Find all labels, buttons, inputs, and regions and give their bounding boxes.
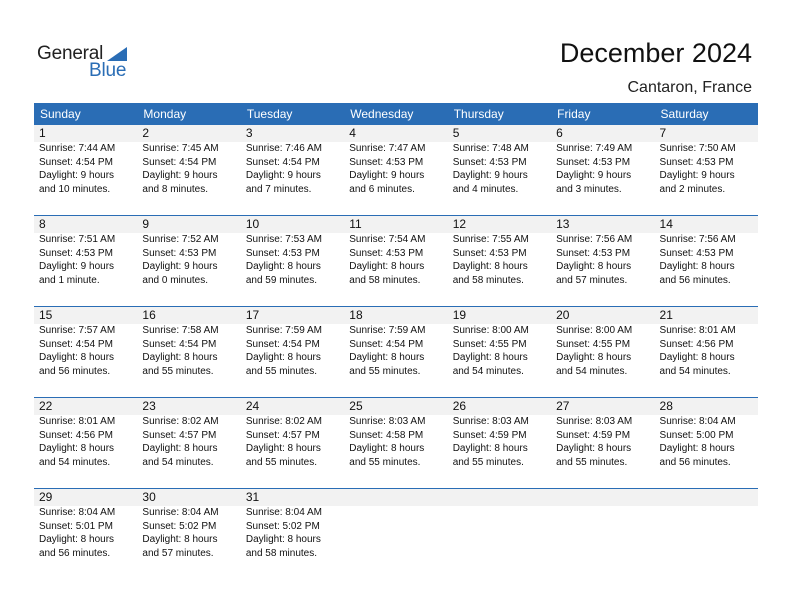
day-number: 10 [245, 217, 260, 231]
sunset-text: Sunset: 4:53 PM [659, 156, 734, 168]
weekday-sunday: Sunday [40, 107, 81, 121]
day-number: 16 [142, 308, 156, 322]
day-number: 11 [349, 217, 362, 231]
sunrise-text: Sunrise: 7:56 AM [659, 234, 736, 245]
empty-day-cell [344, 489, 447, 560]
sunrise-text: Sunrise: 8:03 AM [556, 416, 633, 427]
daylight-minutes-text: and 54 minutes. [142, 456, 214, 468]
daylight-hours-text: Daylight: 8 hours [39, 352, 115, 363]
sunrise-text: Sunrise: 8:04 AM [142, 507, 219, 518]
daylight-hours-text: Daylight: 8 hours [556, 261, 632, 272]
day-cell [655, 398, 758, 469]
sunrise-text: Sunrise: 7:49 AM [556, 143, 633, 154]
day-cell [551, 307, 654, 378]
day-number: 7 [659, 126, 667, 140]
daylight-hours-text: Daylight: 9 hours [556, 170, 632, 181]
sunset-text: Sunset: 4:54 PM [142, 338, 217, 350]
sunset-text: Sunset: 4:56 PM [39, 429, 113, 441]
daylight-hours-text: Daylight: 8 hours [142, 352, 218, 363]
sunrise-text: Sunrise: 7:56 AM [556, 234, 633, 245]
sunset-text: Sunset: 4:59 PM [452, 429, 527, 441]
sunrise-text: Sunrise: 8:04 AM [659, 416, 736, 427]
day-number: 20 [556, 308, 570, 322]
sunset-text: Sunset: 4:53 PM [556, 247, 631, 259]
day-cell [655, 307, 758, 378]
day-cell [344, 398, 447, 469]
sunset-text: Sunset: 5:02 PM [245, 520, 320, 532]
day-cell [34, 216, 137, 287]
day-cell [551, 398, 654, 469]
daylight-minutes-text: and 55 minutes. [556, 456, 628, 468]
logo [37, 43, 137, 83]
sunset-text: Sunset: 4:57 PM [245, 429, 320, 441]
sunrise-text: Sunrise: 8:00 AM [452, 325, 529, 336]
weekday-monday: Monday [143, 107, 187, 121]
sunset-text: Sunset: 4:54 PM [245, 338, 320, 350]
daylight-hours-text: Daylight: 8 hours [245, 443, 321, 454]
sunset-text: Sunset: 4:59 PM [556, 429, 631, 441]
sunset-text: Sunset: 4:53 PM [452, 247, 527, 259]
daylight-minutes-text: and 57 minutes. [556, 274, 628, 286]
sunset-text: Sunset: 4:55 PM [452, 338, 527, 350]
daylight-minutes-text: and 7 minutes. [245, 183, 312, 195]
daylight-minutes-text: and 58 minutes. [349, 274, 421, 286]
day-number: 8 [39, 217, 46, 231]
day-cell [448, 307, 551, 378]
day-cell [241, 307, 344, 378]
daylight-minutes-text: and 10 minutes. [39, 183, 111, 195]
day-cell [137, 216, 240, 287]
daylight-hours-text: Daylight: 9 hours [659, 170, 735, 181]
daylight-hours-text: Daylight: 8 hours [659, 261, 735, 272]
daylight-hours-text: Daylight: 8 hours [245, 534, 321, 545]
day-number: 30 [142, 490, 156, 504]
daylight-hours-text: Daylight: 8 hours [452, 261, 528, 272]
day-cell [655, 216, 758, 287]
daylight-hours-text: Daylight: 8 hours [349, 352, 425, 363]
week-row [34, 488, 758, 579]
sunrise-text: Sunrise: 8:01 AM [659, 325, 736, 336]
day-number: 15 [39, 308, 53, 322]
daylight-hours-text: Daylight: 8 hours [556, 352, 632, 363]
day-number: 31 [245, 490, 260, 504]
daylight-minutes-text: and 6 minutes. [349, 183, 415, 195]
daylight-minutes-text: and 0 minutes. [142, 274, 209, 286]
logo-general-text: General [37, 43, 104, 64]
daylight-minutes-text: and 55 minutes. [349, 365, 421, 377]
logo-triangle-icon [107, 47, 127, 61]
sunrise-text: Sunrise: 7:57 AM [39, 325, 116, 336]
weekday-friday: Friday [557, 107, 591, 121]
day-cell [344, 307, 447, 378]
daylight-minutes-text: and 2 minutes. [659, 183, 726, 195]
daylight-minutes-text: and 54 minutes. [659, 365, 731, 377]
day-number: 5 [452, 126, 460, 140]
sunrise-text: Sunrise: 7:59 AM [245, 325, 322, 336]
day-cell [34, 125, 137, 196]
day-number: 13 [556, 217, 570, 231]
day-number: 18 [349, 308, 363, 322]
sunset-text: Sunset: 4:53 PM [659, 247, 734, 259]
sunrise-text: Sunrise: 7:51 AM [39, 234, 116, 245]
daylight-minutes-text: and 57 minutes. [142, 547, 214, 559]
week-row [34, 306, 758, 397]
day-number: 12 [452, 217, 467, 231]
daylight-minutes-text: and 55 minutes. [245, 456, 318, 468]
day-number: 9 [142, 217, 150, 231]
day-number: 17 [245, 308, 260, 322]
sunrise-text: Sunrise: 7:50 AM [659, 143, 736, 154]
sunrise-text: Sunrise: 7:52 AM [142, 234, 219, 245]
sunset-text: Sunset: 4:53 PM [245, 247, 320, 259]
day-cell [137, 398, 240, 469]
day-number: 1 [39, 126, 46, 140]
daylight-minutes-text: and 1 minute. [39, 274, 100, 286]
daylight-minutes-text: and 8 minutes. [142, 183, 209, 195]
sunset-text: Sunset: 5:01 PM [39, 520, 113, 532]
sunset-text: Sunset: 4:56 PM [659, 338, 734, 350]
day-number: 19 [452, 308, 467, 322]
daylight-hours-text: Daylight: 8 hours [452, 443, 528, 454]
weekday-thursday: Thursday [453, 107, 504, 121]
weekday-saturday: Saturday [660, 107, 709, 121]
sunrise-text: Sunrise: 7:46 AM [245, 143, 322, 154]
sunset-text: Sunset: 4:54 PM [39, 156, 113, 168]
daylight-minutes-text: and 55 minutes. [245, 365, 318, 377]
day-number: 6 [556, 126, 563, 140]
day-cell [551, 216, 654, 287]
sunrise-text: Sunrise: 8:03 AM [349, 416, 426, 427]
sunset-text: Sunset: 4:54 PM [142, 156, 217, 168]
sunrise-text: Sunrise: 8:01 AM [39, 416, 116, 427]
daylight-minutes-text: and 4 minutes. [452, 183, 519, 195]
daylight-hours-text: Daylight: 8 hours [245, 352, 321, 363]
calendar-grid [34, 103, 758, 579]
week-row [34, 397, 758, 488]
sunrise-text: Sunrise: 8:04 AM [245, 507, 322, 518]
day-number: 23 [142, 399, 156, 413]
sunrise-text: Sunrise: 7:45 AM [142, 143, 219, 154]
empty-day-cell [551, 489, 654, 560]
sunrise-text: Sunrise: 8:02 AM [245, 416, 322, 427]
sunrise-text: Sunrise: 8:02 AM [142, 416, 219, 427]
daylight-hours-text: Daylight: 8 hours [349, 261, 425, 272]
day-number: 22 [39, 399, 53, 413]
daylight-hours-text: Daylight: 8 hours [659, 443, 735, 454]
empty-day-cell [448, 489, 551, 560]
sunset-text: Sunset: 4:58 PM [349, 429, 424, 441]
day-cell [34, 398, 137, 469]
daylight-minutes-text: and 56 minutes. [39, 365, 111, 377]
daylight-minutes-text: and 3 minutes. [556, 183, 622, 195]
day-cell [34, 307, 137, 378]
sunset-text: Sunset: 4:53 PM [349, 156, 424, 168]
day-number: 3 [245, 126, 253, 140]
weeks-container [34, 125, 758, 579]
day-number: 25 [349, 399, 363, 413]
sunset-text: Sunset: 4:53 PM [142, 247, 217, 259]
sunrise-text: Sunrise: 7:48 AM [452, 143, 529, 154]
daylight-hours-text: Daylight: 8 hours [245, 261, 321, 272]
daylight-hours-text: Daylight: 9 hours [39, 170, 115, 181]
sunrise-text: Sunrise: 7:44 AM [39, 143, 116, 154]
location-subtitle: Cantaron, France [627, 79, 752, 96]
day-cell [241, 125, 344, 196]
day-cell [241, 398, 344, 469]
daylight-hours-text: Daylight: 8 hours [556, 443, 632, 454]
daylight-minutes-text: and 55 minutes. [452, 456, 524, 468]
daylight-hours-text: Daylight: 8 hours [142, 443, 218, 454]
daylight-hours-text: Daylight: 8 hours [452, 352, 528, 363]
daylight-minutes-text: and 59 minutes. [245, 274, 318, 286]
week-days [34, 398, 758, 469]
day-number: 27 [556, 399, 570, 413]
daylight-hours-text: Daylight: 9 hours [142, 261, 218, 272]
day-cell [137, 489, 240, 560]
day-cell [34, 489, 137, 560]
daylight-hours-text: Daylight: 9 hours [452, 170, 528, 181]
daylight-minutes-text: and 56 minutes. [39, 547, 111, 559]
weekday-header-row [34, 103, 758, 125]
daylight-hours-text: Daylight: 8 hours [349, 443, 425, 454]
daylight-minutes-text: and 55 minutes. [349, 456, 421, 468]
day-number: 24 [245, 399, 260, 413]
week-days [34, 307, 758, 378]
day-cell [448, 216, 551, 287]
daylight-minutes-text: and 54 minutes. [452, 365, 524, 377]
daylight-minutes-text: and 54 minutes. [39, 456, 111, 468]
daylight-minutes-text: and 56 minutes. [659, 274, 731, 286]
sunrise-text: Sunrise: 7:59 AM [349, 325, 426, 336]
sunset-text: Sunset: 4:57 PM [142, 429, 217, 441]
daylight-minutes-text: and 56 minutes. [659, 456, 731, 468]
day-cell [241, 216, 344, 287]
daylight-hours-text: Daylight: 8 hours [39, 443, 115, 454]
sunset-text: Sunset: 4:54 PM [245, 156, 320, 168]
empty-day-cell [655, 489, 758, 560]
weekday-tuesday: Tuesday [246, 107, 293, 121]
day-cell [655, 125, 758, 196]
day-number: 29 [39, 490, 53, 504]
daylight-minutes-text: and 58 minutes. [245, 547, 318, 559]
daylight-hours-text: Daylight: 9 hours [245, 170, 321, 181]
sunrise-text: Sunrise: 7:55 AM [452, 234, 529, 245]
sunrise-text: Sunrise: 8:04 AM [39, 507, 116, 518]
day-number: 26 [452, 399, 467, 413]
week-days [34, 489, 758, 560]
day-cell [241, 489, 344, 560]
day-cell [344, 125, 447, 196]
sunset-text: Sunset: 4:54 PM [349, 338, 424, 350]
sunrise-text: Sunrise: 7:53 AM [245, 234, 322, 245]
daylight-minutes-text: and 54 minutes. [556, 365, 628, 377]
day-number: 2 [142, 126, 150, 140]
day-cell [551, 125, 654, 196]
sunrise-text: Sunrise: 7:58 AM [142, 325, 219, 336]
week-days [34, 216, 758, 287]
day-number: 4 [349, 126, 356, 140]
sunrise-text: Sunrise: 8:03 AM [452, 416, 529, 427]
week-row [34, 125, 758, 215]
day-cell [448, 125, 551, 196]
sunset-text: Sunset: 4:53 PM [556, 156, 631, 168]
day-number: 14 [659, 217, 673, 231]
logo-blue-text: Blue [89, 60, 127, 81]
day-number: 28 [659, 399, 673, 413]
page-title: December 2024 [559, 38, 752, 68]
daylight-hours-text: Daylight: 8 hours [142, 534, 218, 545]
sunset-text: Sunset: 4:53 PM [452, 156, 527, 168]
sunset-text: Sunset: 4:53 PM [349, 247, 424, 259]
daylight-hours-text: Daylight: 8 hours [659, 352, 735, 363]
week-row [34, 215, 758, 306]
daylight-minutes-text: and 58 minutes. [452, 274, 524, 286]
sunset-text: Sunset: 4:55 PM [556, 338, 631, 350]
sunset-text: Sunset: 4:54 PM [39, 338, 113, 350]
day-cell [137, 125, 240, 196]
day-cell [448, 398, 551, 469]
daylight-hours-text: Daylight: 9 hours [142, 170, 218, 181]
sunrise-text: Sunrise: 7:47 AM [349, 143, 426, 154]
daylight-hours-text: Daylight: 8 hours [39, 534, 115, 545]
sunrise-text: Sunrise: 8:00 AM [556, 325, 633, 336]
sunset-text: Sunset: 5:00 PM [659, 429, 734, 441]
day-cell [344, 216, 447, 287]
daylight-hours-text: Daylight: 9 hours [349, 170, 425, 181]
week-days [34, 125, 758, 196]
daylight-hours-text: Daylight: 9 hours [39, 261, 115, 272]
sunrise-text: Sunrise: 7:54 AM [349, 234, 426, 245]
daylight-minutes-text: and 55 minutes. [142, 365, 214, 377]
day-number: 21 [659, 308, 673, 322]
day-cell [137, 307, 240, 378]
sunset-text: Sunset: 4:53 PM [39, 247, 113, 259]
sunset-text: Sunset: 5:02 PM [142, 520, 217, 532]
weekday-wednesday: Wednesday [350, 107, 414, 121]
